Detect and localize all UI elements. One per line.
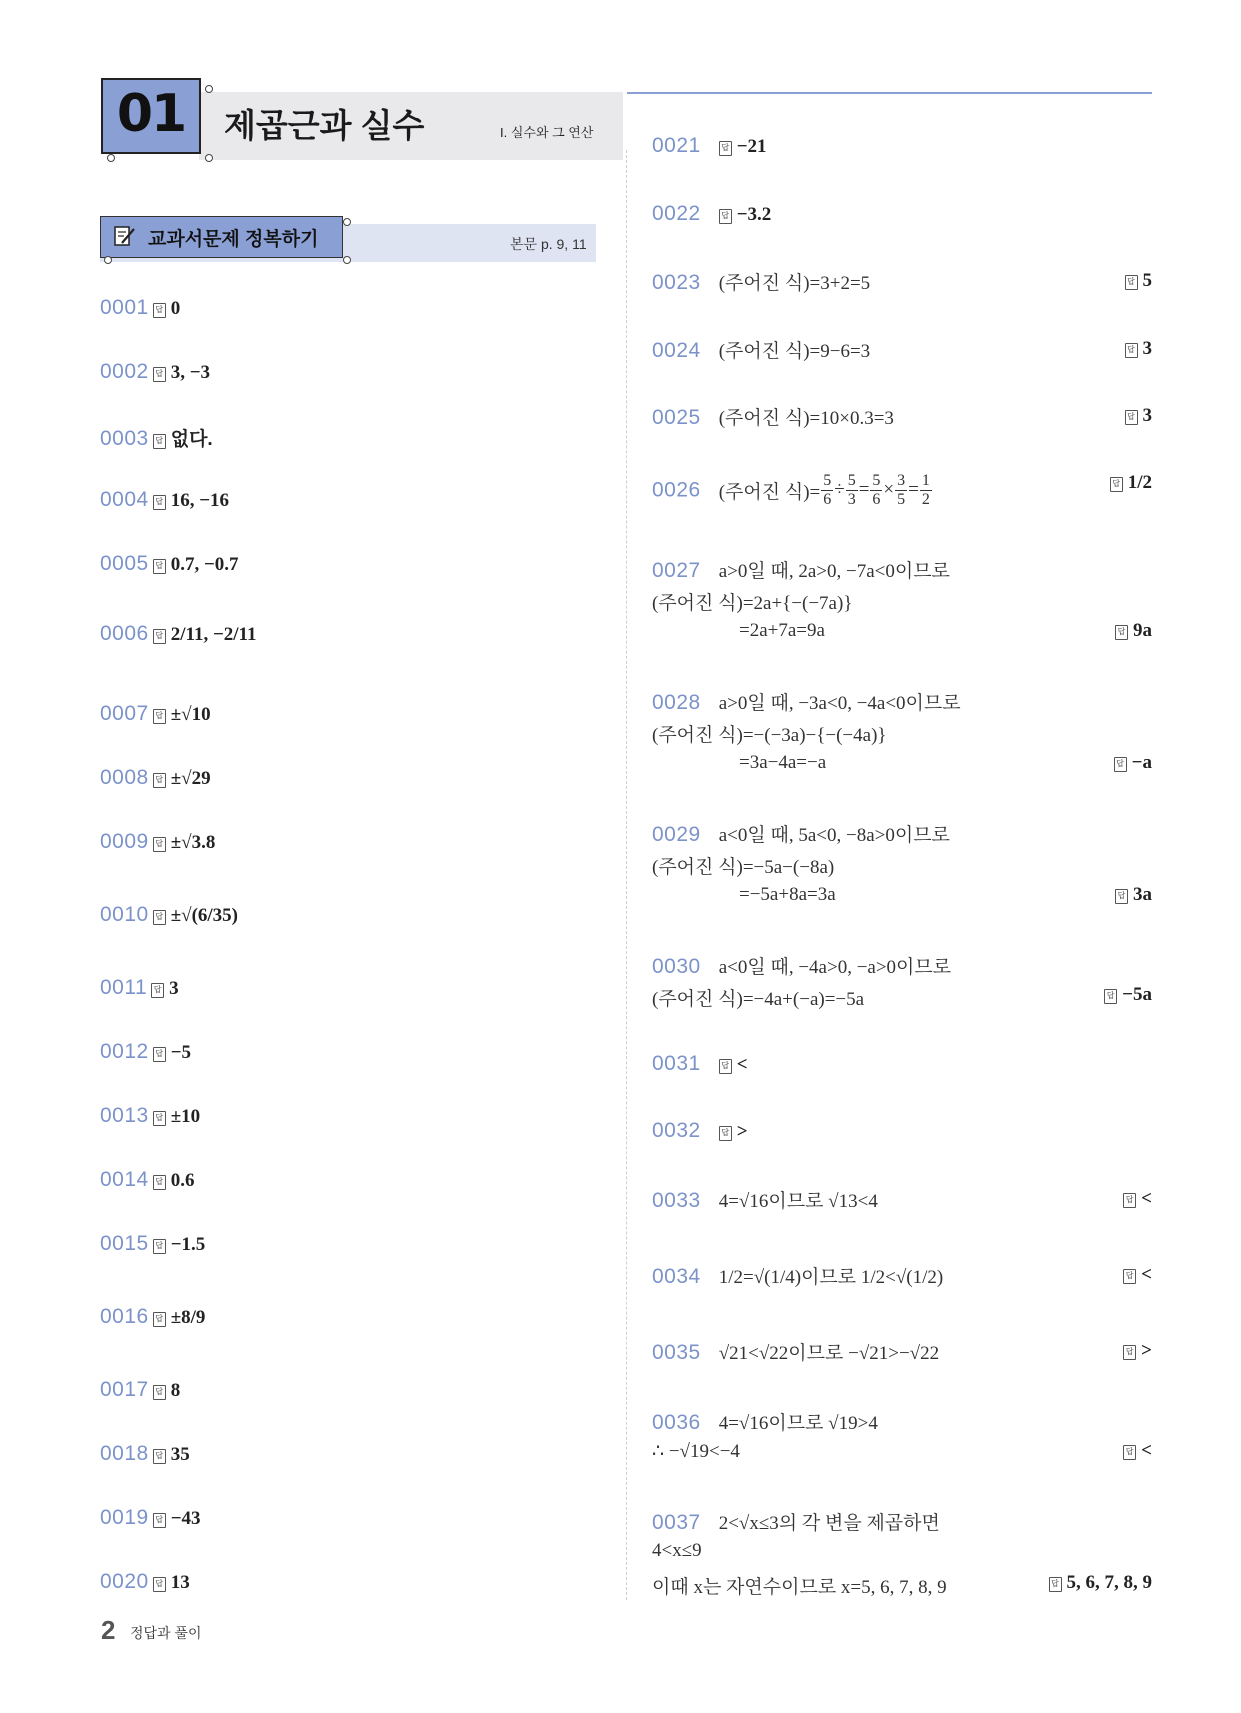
pencil-note-icon bbox=[114, 224, 136, 248]
answer: 9a bbox=[1133, 620, 1152, 641]
answer-item bbox=[100, 1232, 205, 1256]
solution-line: 2<√x≤3의 각 변을 제곱하면 bbox=[718, 1513, 940, 1534]
solution-item bbox=[652, 688, 961, 715]
solution-item bbox=[652, 472, 933, 509]
answer: 3 bbox=[169, 978, 179, 999]
answer: 없다. bbox=[170, 429, 213, 450]
answer: ±√(6/35) bbox=[170, 905, 239, 926]
answer-item bbox=[100, 296, 180, 320]
answer-item bbox=[100, 622, 257, 646]
answer: 8 bbox=[170, 1380, 181, 1401]
answer-item bbox=[100, 976, 179, 1000]
problem-number: 0025 bbox=[652, 406, 701, 429]
answer: −43 bbox=[170, 1508, 201, 1529]
column-divider bbox=[626, 150, 627, 1600]
problem-number: 0014 bbox=[100, 1168, 149, 1191]
page-number: 2 bbox=[101, 1615, 116, 1645]
section-page-ref: 본문 p. 9, 11 bbox=[510, 236, 587, 252]
answer-mark-icon: 답 bbox=[153, 1449, 166, 1464]
problem-number: 0015 bbox=[100, 1232, 149, 1255]
answer-mark-icon: 답 bbox=[153, 1047, 166, 1062]
solution-line: 4=√16이므로 √19>4 bbox=[718, 1413, 878, 1434]
fraction-expression: $\frac{5}{6}$ ÷ $\frac{5}{3}$ = $\frac{5}{6}$ × $\frac{3}{5}$ = $\frac{1}{2}$ bbox=[823, 472, 930, 508]
solution-item bbox=[652, 268, 870, 295]
solution-text: (주어진 식)=3+2=5 bbox=[718, 273, 871, 294]
answer-mark-icon: 답 bbox=[1104, 989, 1117, 1004]
answer-item bbox=[100, 1040, 191, 1064]
problem-number: 0034 bbox=[652, 1265, 701, 1288]
solution-line: a>0일 때, 2a>0, −7a<0이므로 bbox=[718, 561, 950, 582]
answer: 16, −16 bbox=[170, 490, 230, 511]
solution-line: (주어진 식)=−5a−(−8a) bbox=[652, 857, 835, 878]
solution-line: ∴ −√19<−4 bbox=[652, 1441, 740, 1462]
problem-number: 0005 bbox=[100, 552, 149, 575]
answer: < bbox=[1141, 1188, 1152, 1209]
answer-mark-icon: 답 bbox=[1123, 1269, 1136, 1284]
answer-mark-icon: 답 bbox=[153, 1513, 166, 1528]
answer-mark-icon: 답 bbox=[153, 1175, 166, 1190]
solution-item bbox=[652, 820, 950, 847]
answer-item bbox=[100, 702, 211, 726]
chapter-subtitle: I. 실수와 그 연산 bbox=[500, 125, 594, 140]
answer-item bbox=[100, 830, 215, 854]
answer-mark-icon: 답 bbox=[153, 1577, 166, 1592]
answer-mark-icon: 답 bbox=[153, 629, 166, 644]
answer-item bbox=[100, 360, 210, 384]
problem-number: 0027 bbox=[652, 559, 701, 582]
answer-mark-icon: 답 bbox=[719, 141, 732, 156]
solution-item bbox=[652, 1408, 878, 1435]
answer: −1.5 bbox=[170, 1234, 206, 1255]
answer-item bbox=[100, 1378, 180, 1402]
answer-mark-icon: 답 bbox=[719, 209, 732, 224]
problem-number: 0022 bbox=[652, 202, 701, 225]
answer-item bbox=[652, 1119, 748, 1143]
section-label: 교과서문제 정복하기 bbox=[148, 229, 319, 250]
answer-mark-icon: 답 bbox=[153, 367, 166, 382]
corner-dot bbox=[205, 85, 213, 93]
answer: 1/2 bbox=[1127, 472, 1152, 493]
problem-number: 0036 bbox=[652, 1411, 701, 1434]
solution-line: (주어진 식)=−4a+(−a)=−5a bbox=[652, 989, 865, 1010]
problem-number: 0012 bbox=[100, 1040, 149, 1063]
answer-mark-icon: 답 bbox=[153, 1239, 166, 1254]
problem-number: 0031 bbox=[652, 1052, 701, 1075]
problem-number: 0002 bbox=[100, 360, 149, 383]
problem-number: 0024 bbox=[652, 339, 701, 362]
answer-mark-icon: 답 bbox=[1125, 343, 1138, 358]
answer-item bbox=[100, 1506, 201, 1530]
solution-line: =−5a+8a=3a bbox=[739, 884, 836, 905]
problem-number: 0010 bbox=[100, 903, 149, 926]
answer-mark-icon: 답 bbox=[153, 910, 166, 925]
corner-dot bbox=[205, 154, 213, 162]
answer: 3 bbox=[1142, 338, 1152, 359]
answer-mark-icon: 답 bbox=[153, 434, 166, 449]
corner-dot bbox=[104, 256, 112, 264]
answer-item bbox=[652, 134, 767, 158]
solution-line: 4<x≤9 bbox=[652, 1540, 702, 1561]
answer-item bbox=[100, 424, 213, 451]
solution-text: (주어진 식)= bbox=[718, 482, 821, 503]
answer-mark-icon: 답 bbox=[1115, 889, 1128, 904]
answer: −3.2 bbox=[736, 204, 772, 225]
solution-line: (주어진 식)=−(−3a)−{−(−4a)} bbox=[652, 725, 887, 746]
solution-item bbox=[652, 1186, 878, 1213]
answer-mark-icon: 답 bbox=[153, 773, 166, 788]
answer-item bbox=[100, 1305, 205, 1329]
answer-mark-icon: 답 bbox=[1123, 1445, 1136, 1460]
answer-mark-icon: 답 bbox=[153, 1312, 166, 1327]
answer: ±8/9 bbox=[170, 1307, 206, 1328]
answer: 3 bbox=[1142, 405, 1152, 426]
solution-text: (주어진 식)=10×0.3=3 bbox=[718, 408, 894, 429]
chapter-title: 제곱근과 실수 bbox=[224, 107, 425, 144]
problem-number: 0009 bbox=[100, 830, 149, 853]
answer-mark-icon: 답 bbox=[153, 495, 166, 510]
answer-block bbox=[1110, 472, 1152, 494]
answer: ±√29 bbox=[170, 768, 211, 789]
problem-number: 0037 bbox=[652, 1511, 701, 1534]
problem-number: 0019 bbox=[100, 1506, 149, 1529]
solution-item bbox=[652, 1262, 943, 1289]
answer-mark-icon: 답 bbox=[1123, 1193, 1136, 1208]
problem-number: 0029 bbox=[652, 823, 701, 846]
solution-line: a<0일 때, −4a>0, −a>0이므로 bbox=[718, 957, 952, 978]
problem-number: 0016 bbox=[100, 1305, 149, 1328]
answer: < bbox=[1141, 1264, 1152, 1285]
answer-mark-icon: 답 bbox=[1114, 757, 1127, 772]
corner-dot bbox=[343, 256, 351, 264]
answer: > bbox=[1141, 1340, 1152, 1361]
corner-dot bbox=[107, 154, 115, 162]
answer: ±√3.8 bbox=[170, 832, 216, 853]
answer: < bbox=[736, 1054, 748, 1075]
answer: 13 bbox=[170, 1572, 190, 1593]
answer-mark-icon: 답 bbox=[719, 1059, 732, 1074]
problem-number: 0030 bbox=[652, 955, 701, 978]
problem-number: 0017 bbox=[100, 1378, 149, 1401]
solution-line: a>0일 때, −3a<0, −4a<0이므로 bbox=[718, 693, 961, 714]
answer-mark-icon: 답 bbox=[153, 559, 166, 574]
problem-number: 0026 bbox=[652, 478, 701, 502]
solution-item bbox=[652, 556, 950, 583]
answer-item bbox=[100, 1442, 190, 1466]
solution-line: =2a+7a=9a bbox=[739, 620, 825, 641]
solution-text: √21<√22이므로 −√21>−√22 bbox=[718, 1343, 940, 1364]
answer: 3, −3 bbox=[170, 362, 211, 383]
answer-mark-icon: 답 bbox=[1115, 625, 1128, 640]
answer-item bbox=[652, 1052, 748, 1076]
answer-mark-icon: 답 bbox=[1125, 275, 1138, 290]
solution-item bbox=[652, 1338, 939, 1365]
answer-item bbox=[100, 903, 238, 927]
answer: 0.7, −0.7 bbox=[170, 554, 239, 575]
problem-number: 0001 bbox=[100, 296, 149, 319]
solution-item bbox=[652, 1508, 940, 1535]
answer-mark-icon: 답 bbox=[153, 1385, 166, 1400]
solution-line: 이때 x는 자연수이므로 x=5, 6, 7, 8, 9 bbox=[652, 1577, 947, 1598]
answer: −a bbox=[1131, 752, 1152, 773]
problem-number: 0013 bbox=[100, 1104, 149, 1127]
chapter-number: 01 bbox=[116, 84, 186, 144]
solution-text: 1/2=√(1/4)이므로 1/2<√(1/2) bbox=[718, 1267, 944, 1288]
answer: 0 bbox=[170, 298, 181, 319]
answer: −5a bbox=[1122, 984, 1152, 1005]
problem-number: 0018 bbox=[100, 1442, 149, 1465]
answer: −21 bbox=[736, 136, 767, 157]
answer: 0.6 bbox=[170, 1170, 195, 1191]
solution-item bbox=[652, 952, 951, 979]
answer-mark-icon: 답 bbox=[719, 1126, 732, 1141]
solution-line: =3a−4a=−a bbox=[739, 752, 827, 773]
solution-line: (주어진 식)=2a+{−(−7a)} bbox=[652, 593, 853, 614]
answer: −5 bbox=[170, 1042, 192, 1063]
answer: 5, 6, 7, 8, 9 bbox=[1066, 1572, 1152, 1593]
solution-line: a<0일 때, 5a<0, −8a>0이므로 bbox=[718, 825, 950, 846]
answer: ±√10 bbox=[170, 704, 211, 725]
chapter-number-badge bbox=[101, 78, 201, 154]
answer-mark-icon: 답 bbox=[1049, 1577, 1062, 1592]
answer: > bbox=[736, 1121, 748, 1142]
corner-dot bbox=[343, 218, 351, 226]
answer-mark-icon: 답 bbox=[1110, 477, 1123, 492]
answer-item bbox=[100, 1168, 194, 1192]
problem-number: 0020 bbox=[100, 1570, 149, 1593]
problem-number: 0021 bbox=[652, 134, 701, 157]
problem-number: 0033 bbox=[652, 1189, 701, 1212]
answer-mark-icon: 답 bbox=[153, 1111, 166, 1126]
answer: < bbox=[1141, 1440, 1152, 1461]
footer-label: 정답과 풀이 bbox=[130, 1625, 202, 1641]
problem-number: 0028 bbox=[652, 691, 701, 714]
problem-number: 0011 bbox=[100, 976, 148, 999]
answer-item bbox=[100, 552, 239, 576]
answer: 2/11, −2/11 bbox=[170, 624, 257, 645]
answer-item bbox=[100, 1104, 200, 1128]
solution-text: 4=√16이므로 √13<4 bbox=[718, 1191, 878, 1212]
problem-number: 0006 bbox=[100, 622, 149, 645]
answer-mark-icon: 답 bbox=[1123, 1345, 1136, 1360]
answer-mark-icon: 답 bbox=[153, 303, 166, 318]
answer-item bbox=[100, 488, 229, 512]
problem-number: 0032 bbox=[652, 1119, 701, 1142]
answer: 3a bbox=[1133, 884, 1152, 905]
answer: 35 bbox=[170, 1444, 190, 1465]
answer-mark-icon: 답 bbox=[151, 983, 164, 998]
solution-text: (주어진 식)=9−6=3 bbox=[718, 341, 871, 362]
answer-item bbox=[100, 766, 211, 790]
answer: ±10 bbox=[170, 1106, 201, 1127]
answer-item bbox=[652, 202, 771, 226]
problem-number: 0007 bbox=[100, 702, 149, 725]
header-rule bbox=[627, 92, 1152, 94]
answer-item bbox=[100, 1570, 190, 1594]
solution-item bbox=[652, 403, 894, 430]
solution-item bbox=[652, 336, 870, 363]
problem-number: 0035 bbox=[652, 1341, 701, 1364]
problem-number: 0023 bbox=[652, 271, 701, 294]
answer: 5 bbox=[1142, 270, 1152, 291]
answer-mark-icon: 답 bbox=[1125, 410, 1138, 425]
problem-number: 0003 bbox=[100, 427, 149, 450]
problem-number: 0008 bbox=[100, 766, 149, 789]
problem-number: 0004 bbox=[100, 488, 149, 511]
answer-mark-icon: 답 bbox=[153, 837, 166, 852]
answer-mark-icon: 답 bbox=[153, 709, 166, 724]
